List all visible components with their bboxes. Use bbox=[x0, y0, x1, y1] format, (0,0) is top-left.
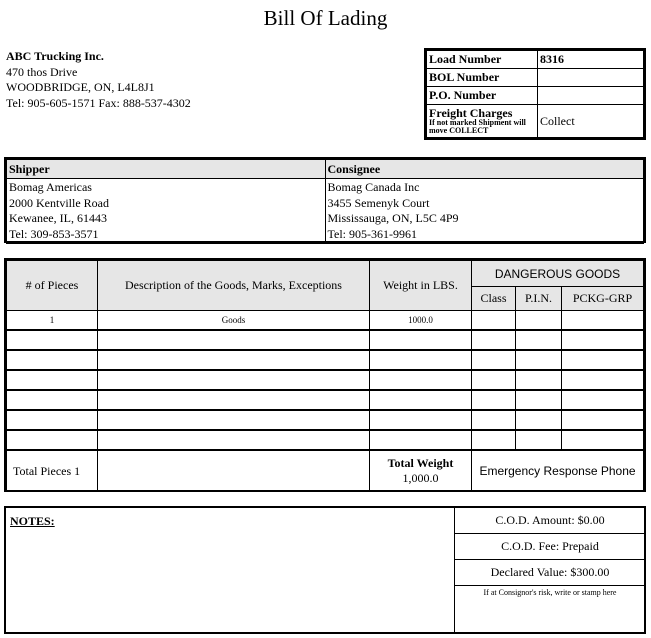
dangerous-goods-header: DANGEROUS GOODS bbox=[472, 261, 644, 287]
goods-cell-class[interactable] bbox=[472, 311, 516, 331]
goods-cell-pin[interactable] bbox=[516, 390, 562, 410]
goods-row bbox=[7, 430, 644, 450]
goods-cell-pin[interactable] bbox=[516, 330, 562, 350]
goods-cell-description[interactable] bbox=[98, 350, 370, 370]
goods-cell-pckg[interactable] bbox=[562, 330, 644, 350]
total-weight-value: 1,000.0 bbox=[402, 471, 439, 485]
goods-cell-pieces[interactable] bbox=[7, 350, 98, 370]
po-number-label: P.O. Number bbox=[427, 87, 538, 105]
goods-table bbox=[4, 258, 646, 492]
consignor-risk-note: If at Consignor's risk, write or stamp here bbox=[483, 588, 617, 597]
goods-cell-pin[interactable] bbox=[516, 370, 562, 390]
goods-cell-description[interactable] bbox=[98, 430, 370, 450]
col-class-header: Class bbox=[472, 287, 516, 311]
freight-charges-note: If not marked Shipment will move COLLECT bbox=[429, 117, 526, 135]
notes-box bbox=[4, 506, 646, 634]
goods-cell-pckg[interactable] bbox=[562, 370, 644, 390]
totals-row bbox=[7, 450, 644, 491]
bol-number-value[interactable] bbox=[538, 69, 644, 87]
goods-cell-description[interactable] bbox=[98, 330, 370, 350]
shipper-details bbox=[7, 179, 326, 244]
goods-cell-pin[interactable] bbox=[516, 311, 562, 331]
goods-row bbox=[7, 350, 644, 370]
goods-cell-weight[interactable] bbox=[370, 330, 472, 350]
goods-cell-class[interactable] bbox=[472, 330, 516, 350]
goods-row bbox=[7, 410, 644, 430]
consignee-details bbox=[325, 179, 644, 244]
carrier-address bbox=[6, 49, 191, 111]
cod-panel bbox=[454, 508, 645, 632]
col-pieces-header: # of Pieces bbox=[7, 261, 98, 311]
consignee-line: Mississauga, ON, L5C 4P9 bbox=[327, 211, 459, 225]
goods-cell-pieces[interactable] bbox=[7, 430, 98, 450]
totals-description-cell bbox=[98, 450, 370, 491]
goods-cell-pckg[interactable] bbox=[562, 390, 644, 410]
col-pin-header: P.I.N. bbox=[516, 287, 562, 311]
goods-cell-pin[interactable] bbox=[516, 430, 562, 450]
goods-cell-class[interactable] bbox=[472, 390, 516, 410]
goods-cell-description[interactable] bbox=[98, 370, 370, 390]
emergency-response-phone[interactable]: Emergency Response Phone bbox=[472, 450, 644, 491]
goods-cell-class[interactable] bbox=[472, 350, 516, 370]
freight-charges-value[interactable]: Collect bbox=[538, 105, 644, 138]
load-number-value[interactable]: 8316 bbox=[538, 51, 644, 69]
goods-row bbox=[7, 330, 644, 350]
carrier-address-line2: WOODBRIDGE, ON, L4L8J1 bbox=[6, 80, 155, 94]
consignee-header: Consignee bbox=[325, 160, 644, 179]
po-number-value[interactable] bbox=[538, 87, 644, 105]
goods-cell-pckg[interactable] bbox=[562, 430, 644, 450]
declared-value: Declared Value: $300.00 bbox=[455, 560, 645, 586]
freight-charges-cell bbox=[427, 105, 538, 138]
total-pieces: Total Pieces 1 bbox=[7, 450, 98, 491]
load-info-box bbox=[424, 48, 646, 140]
col-weight-header: Weight in LBS. bbox=[370, 261, 472, 311]
carrier-name: ABC Trucking Inc. bbox=[6, 49, 104, 63]
goods-cell-description[interactable] bbox=[98, 410, 370, 430]
shipper-line: 2000 Kentville Road bbox=[9, 195, 109, 210]
total-weight-label: Total Weight bbox=[387, 456, 454, 470]
goods-cell-class[interactable] bbox=[472, 410, 516, 430]
goods-cell-pin[interactable] bbox=[516, 410, 562, 430]
parties-box bbox=[4, 157, 646, 243]
document-title: Bill Of Lading bbox=[263, 6, 388, 30]
goods-cell-pckg[interactable] bbox=[562, 350, 644, 370]
notes-label: NOTES: bbox=[10, 514, 55, 528]
goods-row bbox=[7, 311, 644, 331]
goods-row bbox=[7, 370, 644, 390]
goods-cell-weight[interactable] bbox=[370, 350, 472, 370]
goods-cell-pieces[interactable] bbox=[7, 390, 98, 410]
freight-charges-label: Freight Charges bbox=[429, 105, 513, 120]
cod-fee: C.O.D. Fee: Prepaid bbox=[455, 534, 645, 560]
col-description-header: Description of the Goods, Marks, Exceptions bbox=[98, 261, 370, 311]
goods-cell-weight[interactable] bbox=[370, 410, 472, 430]
shipper-header: Shipper bbox=[7, 160, 326, 179]
consignee-line: 3455 Semenyk Court bbox=[327, 195, 430, 210]
shipper-line: Bomag Americas bbox=[9, 180, 92, 194]
goods-cell-weight[interactable]: 1000.0 bbox=[370, 311, 472, 331]
goods-cell-weight[interactable] bbox=[370, 430, 472, 450]
goods-row bbox=[7, 390, 644, 410]
goods-cell-pieces[interactable] bbox=[7, 370, 98, 390]
goods-cell-pieces[interactable]: 1 bbox=[7, 311, 98, 331]
goods-cell-weight[interactable] bbox=[370, 390, 472, 410]
total-weight-cell bbox=[370, 450, 472, 491]
goods-cell-description[interactable]: Goods bbox=[98, 311, 370, 331]
carrier-phone: Tel: 905-605-1571 Fax: 888-537-4302 bbox=[6, 95, 191, 110]
shipper-line: Kewanee, IL, 61443 bbox=[9, 211, 107, 225]
goods-cell-class[interactable] bbox=[472, 430, 516, 450]
goods-cell-pieces[interactable] bbox=[7, 330, 98, 350]
consignee-line: Bomag Canada Inc bbox=[327, 180, 420, 194]
goods-cell-weight[interactable] bbox=[370, 370, 472, 390]
shipper-line: Tel: 309-853-3571 bbox=[9, 226, 99, 241]
load-number-label: Load Number bbox=[427, 51, 538, 69]
goods-cell-class[interactable] bbox=[472, 370, 516, 390]
cod-amount: C.O.D. Amount: $0.00 bbox=[455, 508, 645, 534]
goods-cell-pieces[interactable] bbox=[7, 410, 98, 430]
goods-cell-description[interactable] bbox=[98, 390, 370, 410]
goods-cell-pin[interactable] bbox=[516, 350, 562, 370]
consignee-line: Tel: 905-361-9961 bbox=[327, 226, 417, 241]
goods-cell-pckg[interactable] bbox=[562, 410, 644, 430]
bol-number-label: BOL Number bbox=[427, 69, 538, 87]
col-pckg-header: PCKG-GRP bbox=[562, 287, 644, 311]
carrier-address-line1: 470 thos Drive bbox=[6, 64, 78, 79]
goods-cell-pckg[interactable] bbox=[562, 311, 644, 331]
